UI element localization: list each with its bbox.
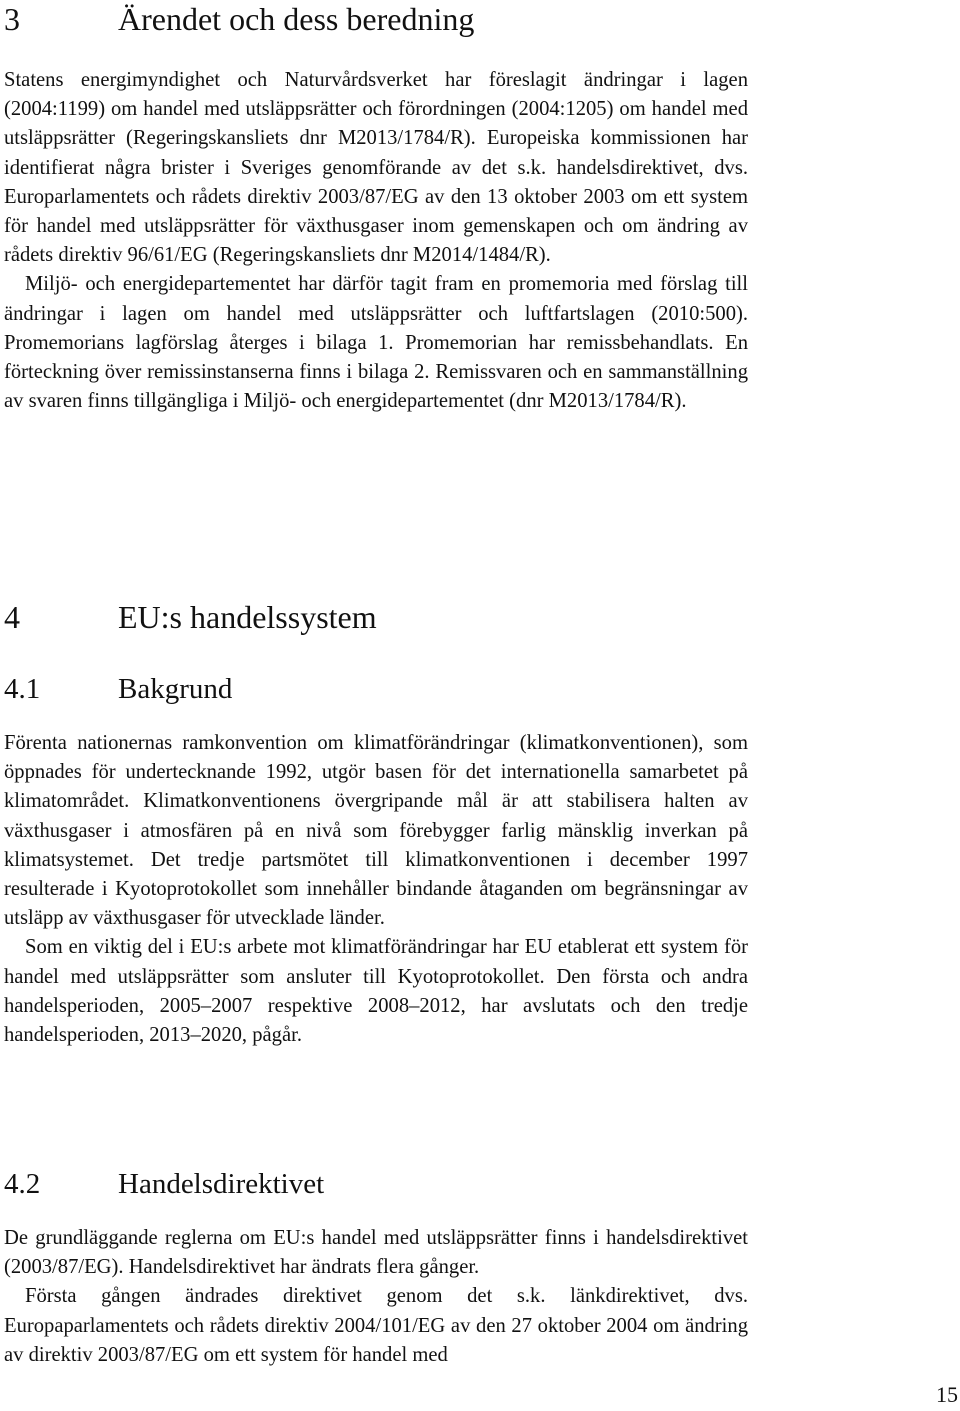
section-4-2-paragraph-2: Första gången ändrades direktivet genom det s.k. länkdirektivet, dvs. Europaparlamentets och rådets direktiv 2004/101/EG av den 27 oktober 2004 om ändring av direktiv 2003/87/EG om ett system för handel med [4,1285,748,1366]
section-4-2-number: 4.2 [4,1168,41,1200]
section-4-1-number: 4.1 [4,673,41,705]
chapter-3-heading [4,0,748,38]
chapter-3-number: 3 [4,1,20,37]
chapter-3-paragraph-2: Miljö- och energidepartementet har därför tagit fram en promemoria med förslag till ändringar i lagen om handel med utsläppsrätter och luftfartslagen (2010:500). Promemorians lagförslag återges i bilaga 1. Promemorian har remissbehandlats. En förteckning över remissinstanserna finns i bilaga 2. Remissvaren och en sammanställning av svaren finns tillgängliga i Miljö- och energidepartementet (dnr M2013/1784/R). [4,273,748,413]
chapter-4-title: EU:s handelssystem [118,599,377,635]
section-4-1-title: Bakgrund [118,673,233,705]
section-4-1-paragraph-2: Som en viktig del i EU:s arbete mot klimatförändringar har EU etablerat ett system för handel med utsläppsrätter som ansluter till Kyotoprotokollet. Den första och andra handelsperioden, 2005–2007 respektive 2008–2012, har avslutats och den tredje handelsperioden, 2013–2020, pågår. [4,936,748,1047]
section-4-2 [4,1166,748,1202]
section-4-2-paragraph-1: De grundläggande reglerna om EU:s handel med utsläppsrätter finns i handelsdirektivet (2003/87/EG). Handelsdirektivet har ändrats flera gånger. [4,1227,748,1279]
page-number: 15 [936,1382,958,1407]
section-4-1 [4,671,748,707]
chapter-4 [4,598,748,636]
chapter-3 [4,0,748,38]
section-4-1-body [4,729,748,1050]
chapter-3-title: Ärendet och dess beredning [118,1,475,37]
section-4-1-paragraph-1: Förenta nationernas ramkonvention om klimatförändringar (klimatkonventionen), som öppnades för undertecknande 1992, utgör basen för det internationella samarbetet på klimatområdet. Klimatkonventionens övergripande mål är att stabilisera halten av växthusgaser i atmosfären på en nivå som förebygger farlig mänsklig inverkan på klimatsystemet. Det tredje partsmötet till klimatkonventionen i december 1997 resulterade i Kyotoprotokollet som innehåller bindande åtaganden om begränsningar av utsläpp av växthusgaser för utvecklade länder. [4,732,748,930]
chapter-3-paragraph-1: Statens energimyndighet och Naturvårdsverket har föreslagit ändringar i lagen (2004:1199) om handel med utsläppsrätter och förordningen (2004:1205) om handel med utsläppsrätter (Regeringskansliets dnr M2013/1784/R). Europeiska kommissionen har identifierat några brister i Sveriges genomförande av det s.k. handelsdirektivet, dvs. Europarlamentets och rådets direktiv 2003/87/EG av den 13 oktober 2003 om ett system för handel med utsläppsrätter för växthusgaser inom gemenskapen och om ändring av rådets direktiv 96/61/EG (Regeringskansliets dnr M2014/1484/R). [4,69,748,267]
chapter-4-heading [4,598,748,636]
chapter-4-number: 4 [4,599,20,635]
chapter-3-body [4,66,748,416]
section-4-2-heading [4,1166,748,1202]
section-4-1-heading [4,671,748,707]
section-4-2-title: Handelsdirektivet [118,1168,325,1200]
section-4-2-body [4,1224,748,1370]
